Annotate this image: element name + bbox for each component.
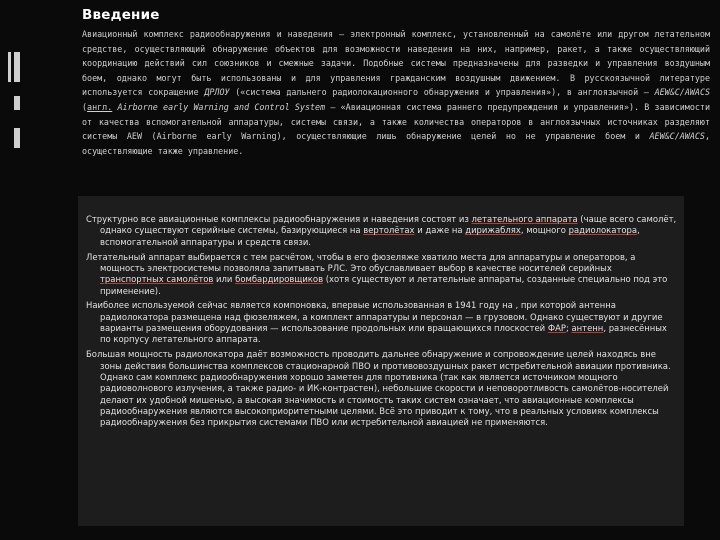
link-airships[interactable]: дирижаблях xyxy=(465,225,521,236)
intro-engl-term: Airborne early Warning and Control System xyxy=(112,101,326,112)
article-paragraph-3 xyxy=(86,300,678,345)
link-helicopters[interactable]: вертолётах xyxy=(363,225,415,236)
link-bombers[interactable]: бомбардировщиков xyxy=(235,274,324,285)
article-paragraph-1 xyxy=(86,214,678,248)
link-aircraft[interactable]: летательного аппарата xyxy=(471,214,578,224)
intro-ru-lit: В русскоязычной литературе используется xyxy=(82,72,710,98)
deco-bar xyxy=(14,128,20,148)
text: (хотя существуют и летательные аппараты, созданные специально под это применение). xyxy=(100,274,668,296)
article-paragraph-2 xyxy=(86,252,678,297)
deco-bar xyxy=(14,52,20,82)
link-transport-aircraft[interactable]: транспортных самолётов xyxy=(100,274,214,285)
deco-bar xyxy=(8,52,11,82)
intro-aew2: AEW&C/AWACS xyxy=(649,131,705,142)
intro-aew: AEW&C/AWACS xyxy=(654,87,711,98)
text: ; xyxy=(565,323,572,334)
text: Летательный аппарат выбирается с тем расчётом, чтобы в его фюзеляже хватило места для аппаратуры и операторов, а мощность электросистемы позволяла запитывать РЛС. Это обуславливает выбор в качестве носителей серийных xyxy=(86,251,636,273)
intro-aew-desc: — «Авиационная система раннего предупреждения и управления»). В зависимости от качества вспомогательной аппаратуры, системы связи, а также количества операторов в англоязычных источниках разделяют системы AEW (Airborne early Warning), осуществляющие лишь обнаружение целей но не управление боем и xyxy=(82,101,710,142)
slide-title: Введение xyxy=(82,7,160,23)
article-text xyxy=(86,214,678,432)
text: , вспомогательной аппаратуры и средств связи. xyxy=(100,225,640,247)
link-radar[interactable]: радиолокатора xyxy=(568,225,638,236)
link-phased-array[interactable]: ФАР xyxy=(547,323,566,334)
intro-engl-link[interactable]: англ. xyxy=(87,101,113,112)
left-decoration xyxy=(0,0,40,540)
intro-text xyxy=(82,27,710,158)
intro-abbr-full: («система дальнего радиолокационного обнаружения и управления»), в англоязычной — xyxy=(229,87,649,98)
text: или xyxy=(213,274,236,285)
intro-paragraph xyxy=(82,27,710,158)
deco-bar xyxy=(14,96,20,110)
intro-paren: ( xyxy=(82,101,88,112)
text: Структурно все авиационные комплексы радиообнаружения и наведения состоят из xyxy=(86,214,472,224)
text: (чаще всего самолёт, однако существуют серийные системы, базирующиеся на xyxy=(100,214,677,236)
text: , разнесённых по корпусу летательного аппарата. xyxy=(100,323,667,345)
intro-part1: Авиационный комплекс радиообнаружения и наведения — электронный комплекс, установленный на самолёте или другом летательном средстве, осуществляющий обнаружение объектов для возможности наведения на них, например, ракет, а также осуществляющий координацию действий сил союзников и смежные задачи. Подобные системы предназначены для разведки и управления воздушным боем, однако могут быть использованы и для управления гражданским воздушным движением. xyxy=(82,29,710,83)
text: Наиболее используемой сейчас является компоновка, впервые использованная в 1941 году на , при которой антенна радиолокатора размещена над фюзеляжем, а комплект аппаратуры и персонал — в грузовом. Однако существуют и другие варианты размещения оборудования — использование продольных или вращающихся плоскостей xyxy=(86,300,663,334)
link-antennas[interactable]: антенн xyxy=(571,323,604,334)
text: и даже на xyxy=(414,225,466,236)
intro-tail: , осуществляющие также управление. xyxy=(82,131,710,156)
text: , мощного xyxy=(520,225,569,236)
intro-abbr-prefix: сокращение xyxy=(148,87,205,98)
article-paragraph-4: Большая мощность радиолокатора даёт возможность проводить дальнее обнаружение и сопровождение целей находясь вне зоны действия большинства комплексов стационарной ПВО и противовоздушных ракет истребительной авиации противника. Однако сам комплекс радиообнаружения хорошо заметен для противника (так как является источником мощного радиоволнового излучения, а также радио- и ИК-контрастен), небольшие скорости и неповоротливость самолётов-носителей делают их удобной мишенью, а высокая значимость и стоимость таких систем означает, что авиационные комплексы радиообнаружения являются высокоприоритетными целями. Всё это приводит к тому, что в реальных условиях комплексы радиообнаружения без прикрытия системами ПВО или истребительной авиацией не применяются. xyxy=(86,349,671,428)
intro-abbr: ДРЛОУ xyxy=(204,87,230,98)
